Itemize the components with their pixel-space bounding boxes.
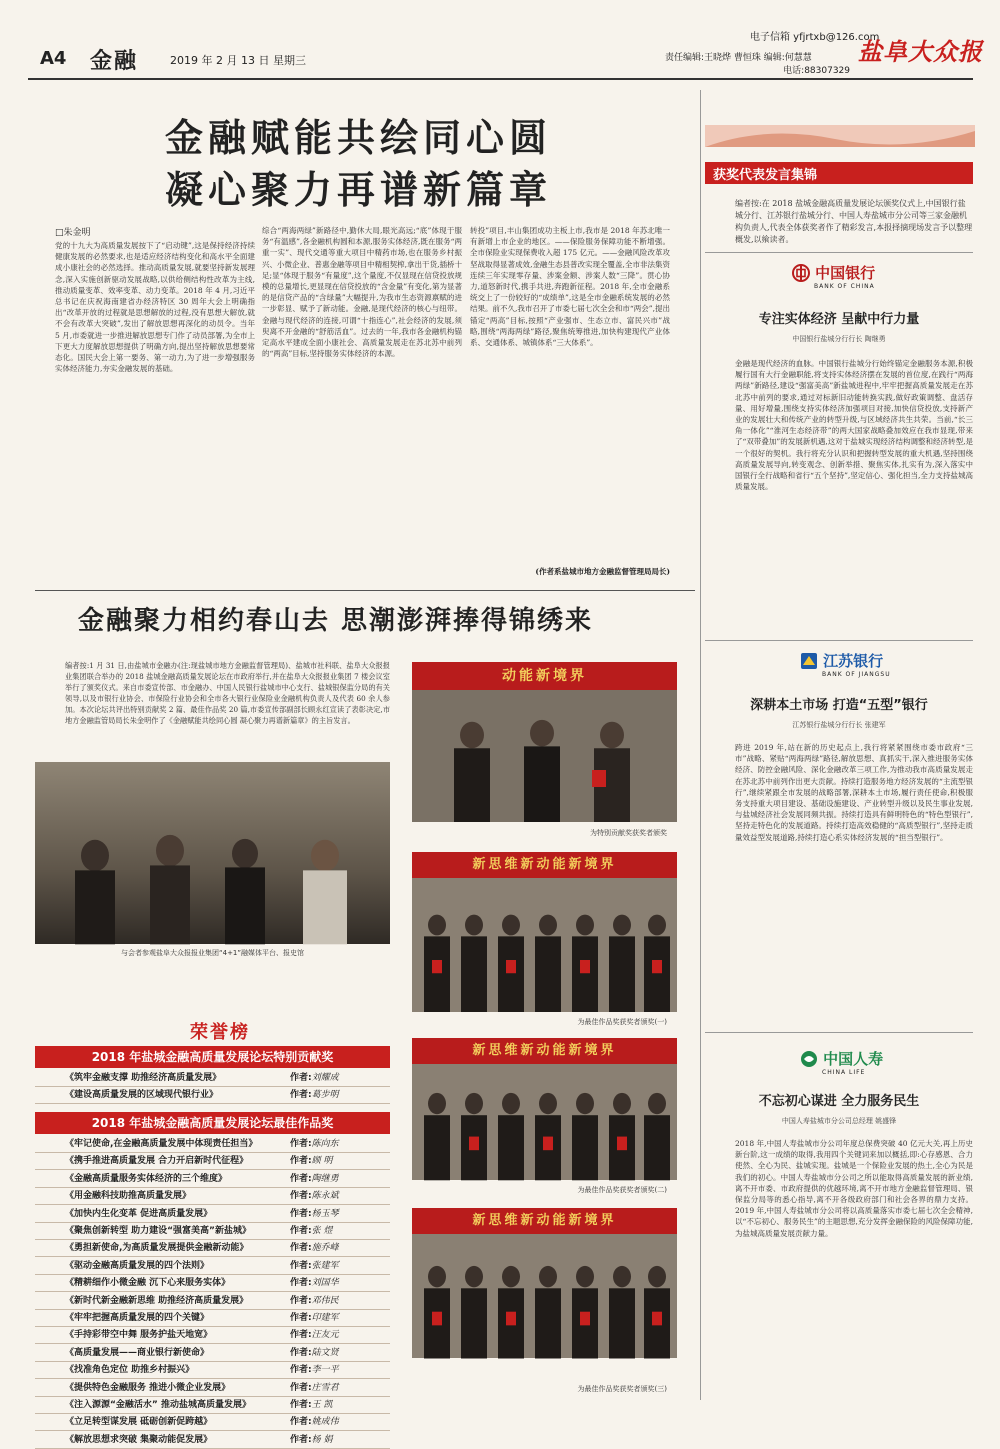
best-award-work-title: 《立足转型谋发展 砥砺创新促跨越》	[65, 1417, 213, 1428]
best-award-author-name: 施乔峰	[311, 1243, 339, 1254]
best-award-author-name: 姚成伟	[311, 1417, 339, 1428]
boj-speech-title: 深耕本土市场 打造“五型”银行	[750, 698, 928, 713]
best-award-author: 作者:陈永斌	[290, 1191, 339, 1202]
boc-speech-text: 金融是现代经济的血脉。中国银行盐城分行始终锚定金融服务本源,积极履行国有大行金融职能,将支持实体经济摆在发展的首位度,在践行“两海两绿”新路径,建设“强富美高”新盐城进程中,牢牢把握高质量发展走在苏北苏中前列的要求,通过对标新旧动能转换实践,做好政策调整、盘活存量、用好增量,围绕支持实体经济加强项目对接,加快信贷投放,支持新产业的发展壮大和传统产业的转型升级,与区域经济共生共荣。当前,“长三角一体化”“淮河生态经济带”的两大国家战略叠加效应在我市显现,带来了“双带叠加”的发展新机遇,这对于盐城实现经济结构调整和经济转型,是一个很好的契机。我行将充分认识和把握转型发展的重大机遇,坚持围绕高质量发展导向,转变观念、创新举措、聚焦实体,扎实有为,深入落实中国银行全行战略和省行“五个坚持”,坚定信心、强化担当,全力支持盐城高质量发展。	[735, 359, 973, 492]
editors-line: 责任编辑:王晓烨 曹恒珠 编辑:何慧慧	[665, 53, 812, 63]
photo-tour-caption: 与会者参观盐阜大众报报业集团“4+1”融媒体平台、报史馆	[120, 949, 305, 957]
feature-column-1: 党的十九大为高质量发展按下了“启动键”,这是保持经济持续健康发展的必然要求,也是适应经济结构变化和高水平全面建成小康社会的必然选择。推动高质量发展,就要坚持新发展理念,深入实施创新驱动发展战略,以供给侧结构性改革为主线,推动质量变革、效率变革、动力变革。2018 年 4 月,习近平总书记在庆祝海南建省办经济特区 30 周年大会上明确指出“改革开放的过程就是思想解放的过程,没有思想大解放,就不会有改革大突破”,发出了解放思想再深化的动员令。当年 5 月,市委就进一步推进解放思想专门作了动员部署,为全市上下更大力度解放思想提供了明确方向,提出坚持解放思想要常态化。国民大会上第一要务、第一动力,为了进一步增强服务实体经济能力,夯实金融发展的基础。	[55, 241, 255, 374]
photo-best1-figures	[412, 908, 677, 1012]
boj-logo-block	[800, 650, 920, 678]
photo-best3-caption: 为最佳作品奖获奖者颁奖(三)	[577, 1385, 667, 1393]
photo-special-award	[412, 662, 677, 822]
best-award-row	[35, 1136, 390, 1153]
masthead-rule	[28, 78, 973, 80]
best-award-author: 作者:陶继勇	[290, 1173, 339, 1184]
best-award-author: 作者:杨 娟	[290, 1434, 333, 1445]
boc-speech-author: 中国银行盐城分行行长 陶继勇	[792, 335, 886, 343]
photo-best2-caption: 为最佳作品奖获奖者颁奖(二)	[577, 1186, 667, 1194]
feature-source: (作者系盐城市地方金融监督管理局局长)	[535, 567, 670, 576]
best-award-work-title: 《手持彩带空中舞 服务护盐天地宽》	[65, 1330, 213, 1341]
special-award-author-name: 葛步明	[311, 1090, 339, 1101]
photo-special-figures	[412, 718, 677, 822]
chinalife-logo-icon	[800, 1050, 818, 1068]
best-award-author: 作者:杨玉琴	[290, 1208, 339, 1219]
headline-decoration	[705, 125, 975, 147]
best-award-row	[35, 1258, 390, 1275]
best-award-work-title: 《勇担新使命,为高质量发展提供金融新动能》	[65, 1243, 249, 1254]
editors-info	[665, 52, 850, 78]
chinalife-speech-author: 中国人寿盐城市分公司总经理 姚盛锋	[781, 1117, 897, 1125]
photo-best2-banner: 新思维新动能新境界	[412, 1038, 677, 1064]
photo-best3-banner: 新思维新动能新境界	[412, 1208, 677, 1234]
phone-line: 电话:88307329	[783, 66, 850, 76]
best-award-row	[35, 1397, 390, 1414]
best-award-author-name: 庄雪君	[311, 1382, 339, 1393]
best-award-row	[35, 1432, 390, 1449]
boj-logo-icon	[800, 652, 818, 670]
best-award-work-title: 《金融高质量服务实体经济的三个维度》	[65, 1173, 228, 1184]
best-award-author-name: 汪友元	[311, 1330, 339, 1341]
best-award-author-name: 张 煜	[311, 1226, 333, 1236]
divider	[705, 1032, 973, 1033]
photo-tour	[35, 762, 390, 944]
boj-logo-text: 江苏银行	[823, 652, 884, 670]
best-award-row	[35, 1223, 390, 1240]
boc-logo-block	[792, 262, 912, 290]
best-award-author-name: 邓伟民	[311, 1295, 339, 1306]
best-award-row	[35, 1153, 390, 1170]
photo-best2-figures	[412, 1088, 677, 1180]
honors-best-heading: 2018 年盐城金融高质量发展论坛最佳作品奖	[35, 1112, 390, 1134]
best-award-author: 作者:邓伟民	[290, 1295, 339, 1306]
best-award-author-name: 陶继勇	[311, 1173, 339, 1184]
best-award-row	[35, 1240, 390, 1257]
chinalife-logo-text: 中国人寿	[823, 1050, 884, 1068]
best-award-row	[35, 1275, 390, 1292]
section-divider	[35, 590, 695, 591]
boc-logo-text: 中国银行	[815, 264, 876, 282]
feature-column-3: 转投”项目,丰山集团成功主板上市,我市是 2018 年苏北唯一有新增上市企业的地区。——保险服务保障功能不断增强。全市保险业实现保费收入超 175 亿元。——金融风险改革攻坚战取得显著成效,金融生态县普改实现全覆盖,全市非法集资连续三年实现零存量、涉案金额、涉案人数“三降”。贯心协力,道怒新时代,携手共进,奔跑新征程。2018 年,全市金融系统交上了一份较好的“成绩单”,这是全市金融系统发展的必然结果。前不久,我市召开了市委七届七次全会和市“两会”,提出锚定“两高”目标,按照“产业强市、生态立市、富民兴市”战略,围绕“两海两绿”路径,聚焦统筹推进,加快构建现代产业体系、交通体系、城镇体系“三大体系”。	[470, 226, 670, 348]
feature-headline	[165, 112, 552, 216]
best-award-author: 作者:张建军	[290, 1260, 339, 1271]
special-award-author: 作者:葛步明	[290, 1090, 339, 1101]
best-award-work-title: 《聚焦创新转型 助力建设“强富美高”新盐城》	[65, 1226, 251, 1236]
best-award-author: 作者:李一平	[290, 1365, 339, 1376]
best-award-author-name: 杨 娟	[311, 1434, 333, 1445]
best-award-author-name: 李一平	[311, 1365, 339, 1376]
best-award-author-name: 陈向东	[311, 1139, 339, 1149]
special-award-author-name: 刘耀成	[311, 1073, 339, 1083]
best-award-work-title: 《解放思想求突破 集聚动能促发展》	[65, 1434, 213, 1445]
best-award-row	[35, 1380, 390, 1397]
best-award-work-title: 《注入源源“金融活水” 推动盐城高质量发展》	[65, 1400, 251, 1410]
best-award-row	[35, 1293, 390, 1310]
best-award-row	[35, 1188, 390, 1205]
feature-headline-line2: 凝心聚力再谱新篇章	[165, 168, 553, 212]
best-award-author-name: 刘国华	[311, 1278, 339, 1289]
photo-best-award-1	[412, 852, 677, 1012]
best-award-work-title: 《高质量发展——商业银行新使命》	[65, 1347, 210, 1358]
special-award-author: 作者:刘耀成	[290, 1073, 339, 1083]
feature-byline: □朱金明	[55, 228, 91, 238]
best-award-row	[35, 1206, 390, 1223]
special-award-work-title: 《建设高质量发展的区域现代银行业》	[65, 1090, 219, 1101]
best-award-work-title: 《用金融科技助推高质量发展》	[65, 1191, 192, 1202]
divider	[705, 252, 973, 253]
best-award-author: 作者:王 凯	[290, 1400, 333, 1410]
best-award-row	[35, 1310, 390, 1327]
best-award-author: 作者:汪友元	[290, 1330, 339, 1341]
best-award-author-name: 张建军	[311, 1260, 339, 1271]
best-award-author-name: 印建军	[311, 1313, 339, 1323]
boj-speech-text: 跨进 2019 年,站在新的历史起点上,我行将紧紧围绕市委市政府“三市”战略、紧贴“两海两绿”路径,解放思想、真抓实干,深入推进服务实体经济、防控金融风险、深化金融改革三项工作,为推动我市高质量发展走在苏北苏中前列作出更大贡献。持续打造服务地方经济发展的“主流型银行”,继续紧跟全市发展的战略部署,深耕本土市场,履行责任使命,积极服务支持重大项目建设、基础设施建设、产业转型升级以及民生事业发展,与盐城经济社会发展同频共振。持续打造具有鲜明特色的“特色型银行”,坚持走特色化的发展道路。持续打造高效稳健的“高质型银行”,坚持走质量效益型发展道路,持续打造心系实体经济发展的“担当型银行”。	[735, 743, 973, 842]
best-award-author: 作者:姚成伟	[290, 1417, 339, 1428]
best-award-work-title: 《牢记使命,在金融高质量发展中体现责任担当》	[65, 1139, 258, 1149]
best-award-author-name: 陆文贤	[311, 1347, 339, 1358]
best-award-author-name: 陈永斌	[311, 1191, 339, 1202]
photo-special-caption: 为特别贡献奖获奖者颁奖	[590, 829, 667, 837]
awards-heading: 获奖代表发言集锦	[705, 162, 973, 184]
best-award-author: 作者:施乔峰	[290, 1243, 339, 1254]
best-award-work-title: 《提供特色金融服务 推进小微企业发展》	[65, 1382, 231, 1393]
special-award-row	[35, 1087, 390, 1104]
best-award-author: 作者:刘国华	[290, 1278, 339, 1289]
boj-speech-author: 江苏银行盐城分行行长 张建军	[792, 721, 886, 729]
best-award-work-title: 《加快内生化变革 促进高质量发展》	[65, 1208, 213, 1219]
best-award-work-title: 《新时代新金融新思维 助推经济高质量发展》	[65, 1295, 249, 1306]
best-award-work-title: 《驱动金融高质量发展的四个法则》	[65, 1260, 210, 1271]
best-award-work-title: 《携手推进高质量发展 合力开启新时代征程》	[65, 1156, 249, 1167]
best-award-author: 作者:张 煜	[290, 1226, 333, 1236]
honors-title: 荣誉榜	[190, 1022, 250, 1043]
awards-editor-note: 编者按:在 2018 盐城金融高质量发展论坛颁奖仪式上,中国银行盐城分行、江苏银行盐城分行、中国人寿盐城市分公司等三家金融机构负责人,代表全体获奖者作了精彩发言,本报择摘现场发言予以整理概发,以飨读者。	[735, 199, 973, 244]
photo-special-banner: 动能新境界	[412, 662, 677, 690]
divider	[705, 640, 973, 641]
newspaper-logo: 盐阜大众报	[858, 37, 983, 66]
boj-logo-en: BANK OF JIANGSU	[822, 671, 891, 678]
photo-best-award-2	[412, 1038, 677, 1180]
section-name: 金融	[90, 49, 139, 74]
best-award-row	[35, 1414, 390, 1431]
feature-column-2: 综合“两海两绿”新路径中,勤休大局,眼光高远;“底”体现于服务“有温感”,各金融机构圆和本源,服务实体经济,既在服务“两重一实”、现代交通等重大项目中精药市场,也在服务乡村振兴、小微企业、普惠金融等项目中精相契榨,拿出干货,插桥十足;显“体现于服务“有量度”,这个量度,不仅显现在信贷投放规模的总量增长,更显现在信贷投放的“含金量”有变化,第为显著的是信贷产品的“含绿量”大幅提升,为我市生态资源禀赋的进一步彰显、赋予了新动能。金融,是现代经济的核心与纽带。金融与现代经济的连接,可谓“十指连心”,社会经济的发展,须臾离不开金融的“舒筋活血”。过去的一年,我市各金融机构锚定高水平建成全面小康社会、高质量发展走在苏北苏中前列的“两高”目标,坚持服务实体经济的本源。	[262, 226, 462, 359]
chinalife-speech-text: 2018 年,中国人寿盐城市分公司年度总保费突破 40 亿元大关,再上历史新台阶,这一成绩的取得,我用四个关键词来加以概括,即:心存感恩、合力使然、全心为民、盐城实现。盐城是一个保险业发展的热土,全心为民是我们的初心。中国人寿盐城市分公司之所以能取得高质量发展的新业绩,离不开市委、市政府提供的优越环境,离不开市地方金融监督管理局、银保监分局等的悉心指导,离不开各级政府部门和社会各界的鼎力支持。2019 年,中国人寿盐城市分公司将以高质量落实市委七届七次全会精神,以“不忘初心、服务民生”的主题思想,充分发挥金融保险的风险保障功能,为盐城高质量发展贡献力量。	[735, 1139, 973, 1238]
best-award-row	[35, 1362, 390, 1379]
boc-logo-icon	[792, 264, 810, 282]
best-award-author-name: 顾 明	[311, 1156, 333, 1167]
special-award-work-title: 《筑牢金融支撑 助推经济高质量发展》	[65, 1073, 222, 1083]
photo-best1-caption: 为最佳作品奖获奖者颁奖(一)	[577, 1018, 667, 1026]
best-award-author: 作者:印建军	[290, 1313, 339, 1323]
boc-speech-title: 专注实体经济 呈献中行力量	[758, 312, 920, 327]
best-award-work-title: 《牢牢把握高质量发展的四个关键》	[65, 1313, 210, 1323]
contact-email: 电子信箱 yfjrtxb@126.com	[750, 32, 880, 43]
best-award-work-title: 《精耕细作小微金融 沉下心来服务实体》	[65, 1278, 231, 1289]
best-award-author-name: 杨玉琴	[311, 1208, 339, 1219]
best-award-row	[35, 1345, 390, 1362]
photo-best-award-3	[412, 1208, 677, 1358]
best-award-author: 作者:庄雪君	[290, 1382, 339, 1393]
best-award-row	[35, 1171, 390, 1188]
page-number: A4	[40, 48, 67, 69]
best-award-author-name: 王 凯	[311, 1400, 333, 1410]
chinalife-speech-title: 不忘初心谋进 全力服务民生	[758, 1094, 920, 1109]
photo-best3-figures	[412, 1261, 677, 1359]
boc-logo-en: BANK OF CHINA	[814, 283, 875, 290]
photo-best1-banner: 新思维新动能新境界	[412, 852, 677, 878]
special-award-row	[35, 1070, 390, 1087]
best-award-row	[35, 1327, 390, 1344]
forum-headline: 金融聚力相约春山去 思潮澎湃捧得锦绣来	[78, 606, 594, 636]
honors-special-heading: 2018 年盐城金融高质量发展论坛特别贡献奖	[35, 1046, 390, 1068]
feature-headline-line1: 金融赋能共绘同心圆	[165, 116, 553, 160]
best-award-author: 作者:顾 明	[290, 1156, 333, 1167]
best-award-author: 作者:陆文贤	[290, 1347, 339, 1358]
forum-editor-note: 编者按:1 月 31 日,由盐城市金融办(注:现盐城市地方金融监督管理局)、盐城市社科联、盐阜大众报报业集团联合举办的 2018 盐城金融高质量发展论坛在市政府举行,并在盐阜大众报报业集团 7 楼会议室举行了颁奖仪式。来自市委宣传部、市金融办、中国人民银行盐城市中心支行、盐城银保监分局的有关领导,以及市银行业协会、市保险行业协会和全市各大银行业保险业金融机构负责人及代表 60 余人参加。本次论坛共评出特别贡献奖 2 篇、最佳作品奖 20 篇,市委宣传部副部长顾永红宣读了表彰决定,市地方金融监管局局长朱金明作了《金融赋能共绘同心圆 凝心聚力再谱新篇章》的主旨发言。	[65, 661, 390, 725]
best-award-author: 作者:陈向东	[290, 1139, 339, 1149]
issue-date: 2019 年 2 月 13 日 星期三	[170, 54, 306, 67]
chinalife-logo-block	[800, 1048, 920, 1076]
right-column-divider	[700, 90, 701, 1400]
photo-tour-figures	[35, 826, 390, 944]
chinalife-logo-en: CHINA LIFE	[822, 1069, 866, 1076]
best-award-work-title: 《找准角色定位 助推乡村振兴》	[65, 1365, 195, 1376]
